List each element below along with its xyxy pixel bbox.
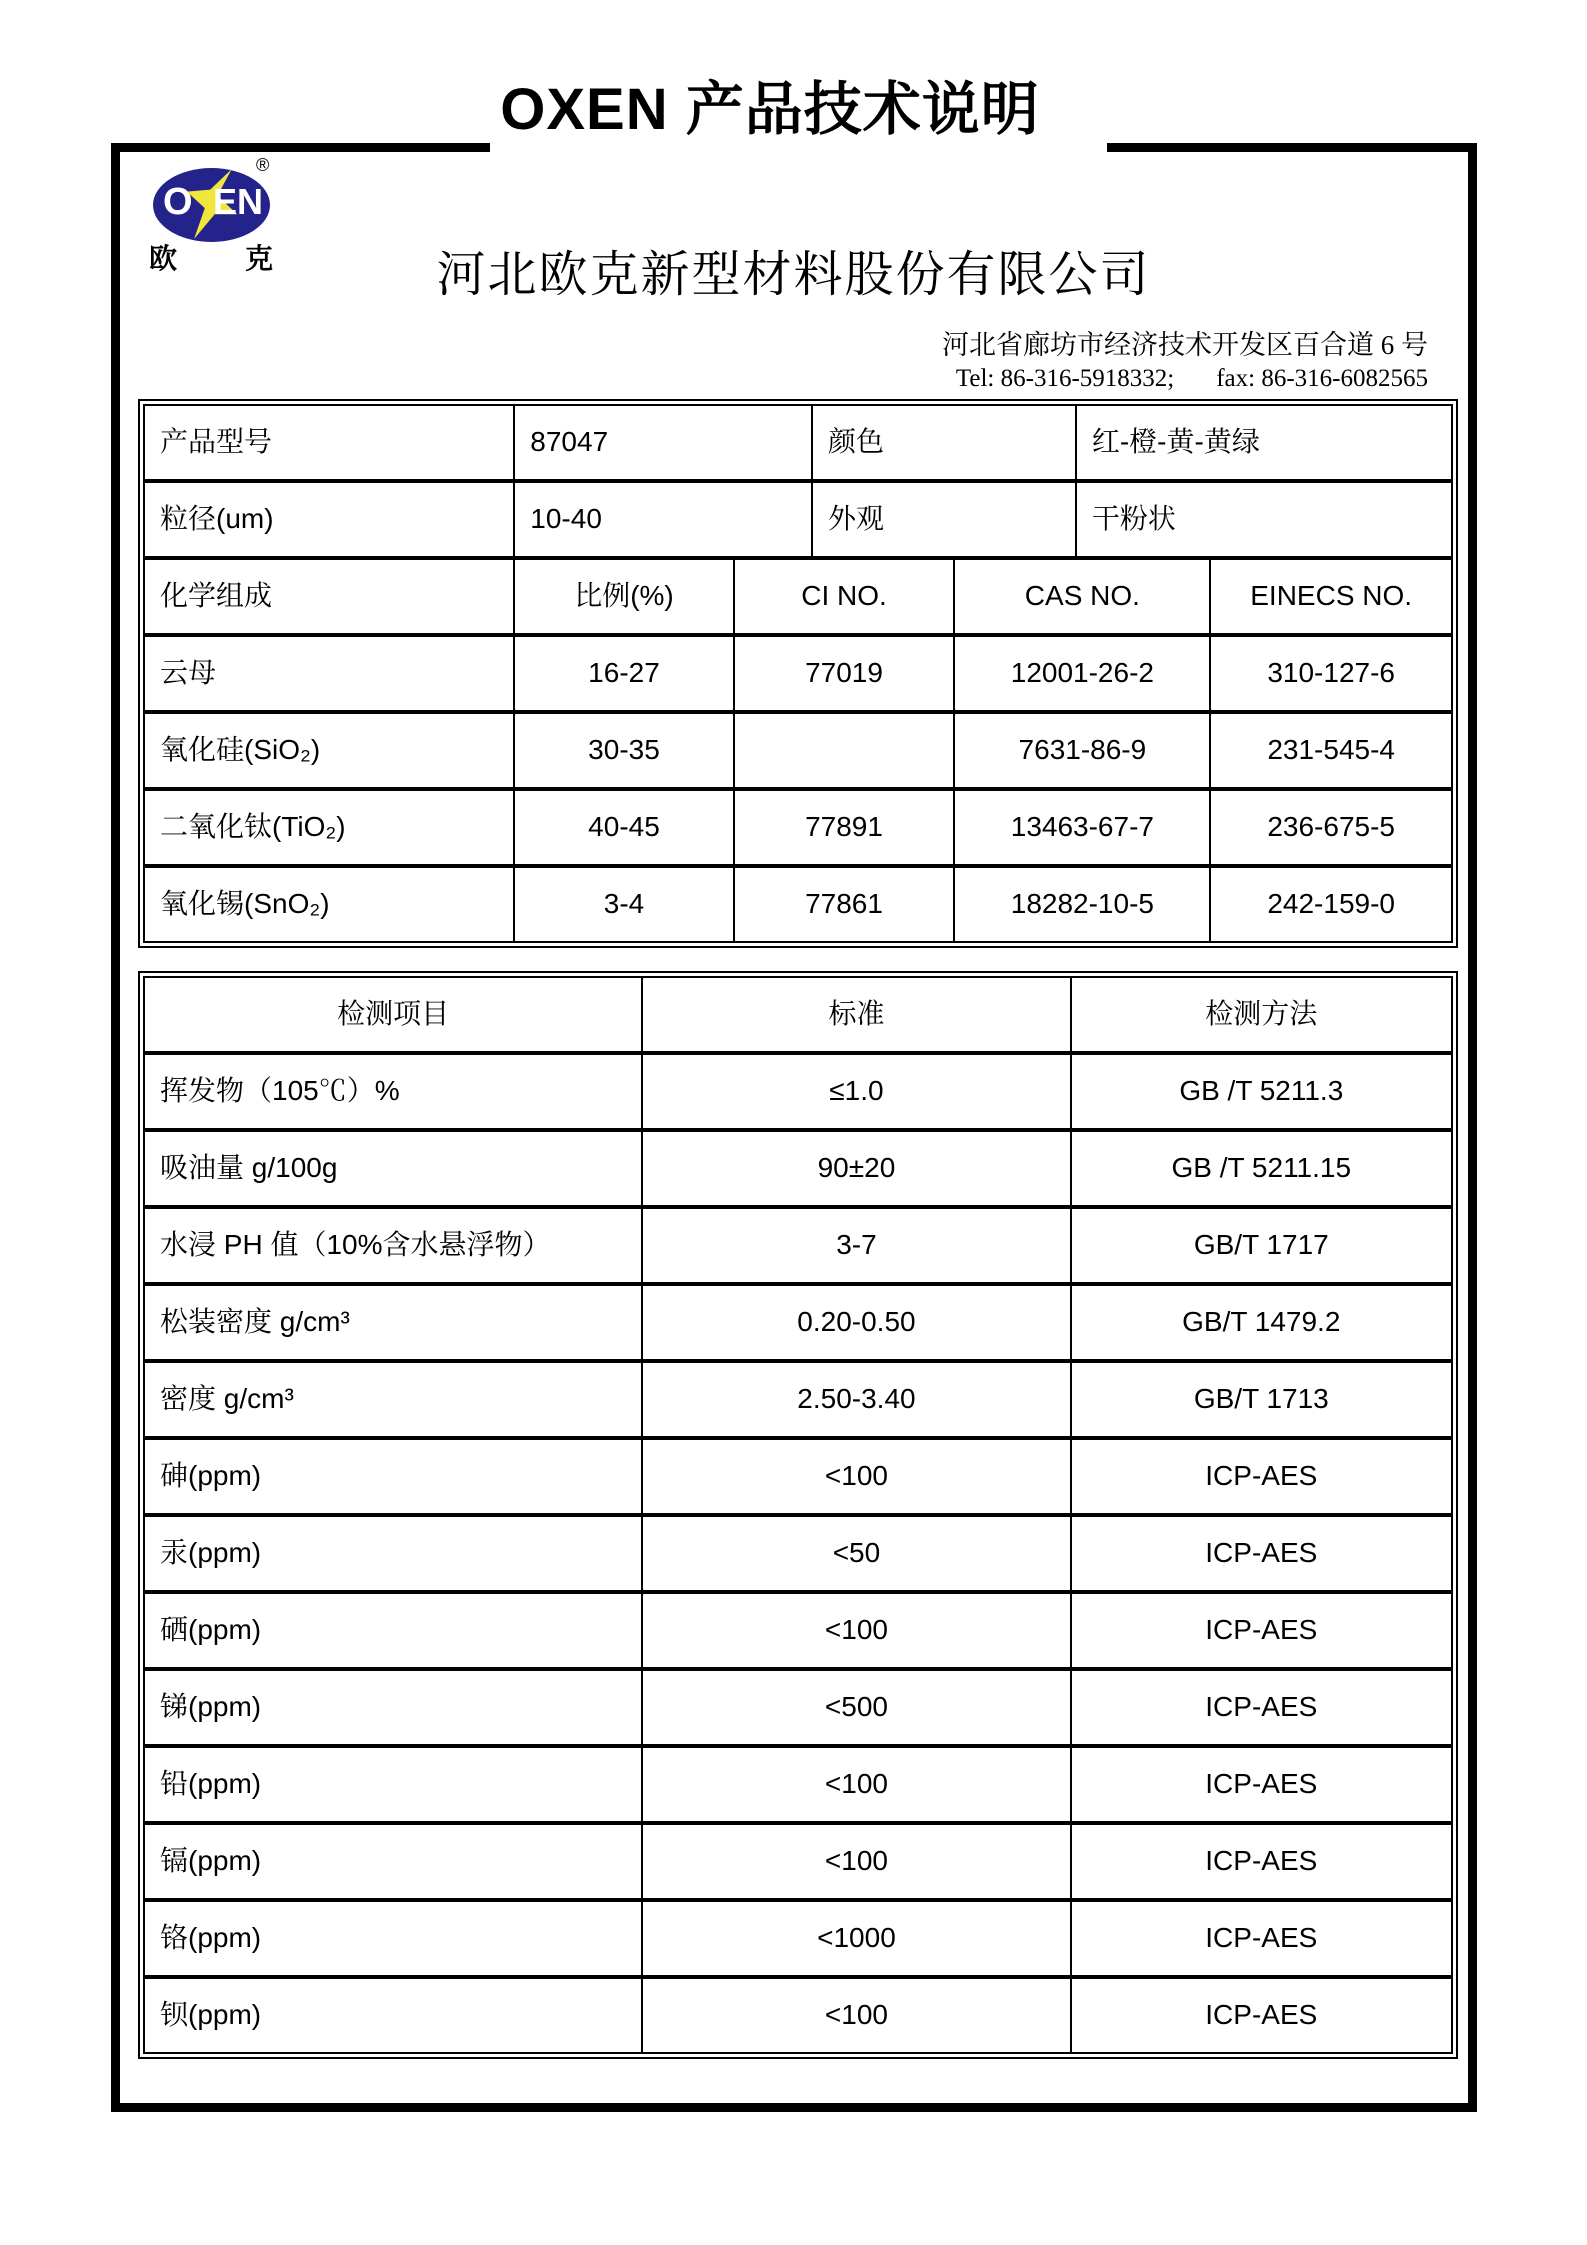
composition-header-cell: 比例(%)	[513, 560, 732, 633]
test-cell: GB /T 5211.15	[1070, 1132, 1451, 1205]
logo-letter-o: O	[163, 181, 193, 223]
registered-trademark-icon: ®	[256, 155, 270, 175]
test-cell: 镉(ppm)	[160, 1845, 262, 1877]
composition-cell: 40-45	[513, 791, 732, 864]
composition-cell: 氧化硅(SiO₂)	[160, 734, 321, 766]
test-cell: 密度 g/cm³	[160, 1383, 294, 1415]
table-row	[145, 406, 1451, 479]
company-telfax	[942, 364, 1428, 394]
test-cell: GB/T 1717	[1070, 1209, 1451, 1282]
test-cell: 汞(ppm)	[160, 1537, 262, 1569]
table-row	[145, 1590, 1451, 1667]
test-cell: 砷(ppm)	[160, 1460, 262, 1492]
test-cell: <100	[641, 1825, 1069, 1898]
product-info-cell: 干粉状	[1075, 483, 1451, 556]
test-cell: ICP-AES	[1070, 1440, 1451, 1513]
test-cell: ICP-AES	[1070, 1594, 1451, 1667]
test-header-cell: 检测方法	[1070, 978, 1451, 1051]
product-info-cell: 粒径(um)	[160, 503, 274, 535]
test-cell: ICP-AES	[1070, 1671, 1451, 1744]
test-cell: 3-7	[641, 1209, 1069, 1282]
composition-cell: 231-545-4	[1209, 714, 1451, 787]
table-row	[145, 710, 1451, 787]
composition-cell: 310-127-6	[1209, 637, 1451, 710]
table-row	[145, 787, 1451, 864]
test-cell: 铬(ppm)	[160, 1922, 262, 1954]
product-info-cell: 颜色	[811, 406, 1075, 479]
table-row	[145, 479, 1451, 556]
composition-cell: 77019	[733, 637, 954, 710]
table-row	[145, 1205, 1451, 1282]
test-cell: 硒(ppm)	[160, 1614, 262, 1646]
composition-header-cell: EINECS NO.	[1209, 560, 1451, 633]
composition-cell: 77891	[733, 791, 954, 864]
composition-cell: 7631-86-9	[953, 714, 1209, 787]
composition-cell: 30-35	[513, 714, 732, 787]
table-row	[145, 978, 1451, 1051]
product-info-cell: 产品型号	[160, 426, 273, 458]
composition-cell: 氧化锡(SnO₂)	[160, 888, 330, 920]
table-row	[145, 633, 1451, 710]
table-row	[145, 1513, 1451, 1590]
test-cell: 0.20-0.50	[641, 1286, 1069, 1359]
table-row	[145, 1898, 1451, 1975]
logo-cjk-right: 克	[244, 243, 273, 274]
test-header-cell: 检测项目	[337, 998, 450, 1030]
table-row	[145, 1051, 1451, 1128]
composition-header-cell: CAS NO.	[953, 560, 1209, 633]
company-name: 河北欧克新型材料股份有限公司	[436, 247, 1151, 302]
test-cell: <100	[641, 1748, 1069, 1821]
test-cell: <1000	[641, 1902, 1069, 1975]
test-cell: <50	[641, 1517, 1069, 1590]
test-header-cell: 标准	[641, 978, 1069, 1051]
page-title: OXEN 产品技术说明	[500, 77, 1040, 142]
table-row	[145, 1359, 1451, 1436]
company-address: 河北省廊坊市经济技术开发区百合道 6 号	[942, 330, 1428, 360]
test-cell: GB/T 1479.2	[1070, 1286, 1451, 1359]
test-cell: ICP-AES	[1070, 1825, 1451, 1898]
composition-cell: 二氧化钛(TiO₂)	[160, 811, 346, 843]
table-row	[145, 1436, 1451, 1513]
test-cell: ICP-AES	[1070, 1902, 1451, 1975]
test-cell: 铅(ppm)	[160, 1768, 262, 1800]
test-cell: 钡(ppm)	[160, 1999, 262, 2031]
test-cell: 锑(ppm)	[160, 1691, 262, 1723]
composition-cell: 242-159-0	[1209, 868, 1451, 941]
product-info-cell: 红-橙-黄-黄绿	[1075, 406, 1451, 479]
contact-block	[942, 329, 1428, 394]
test-cell: ICP-AES	[1070, 1748, 1451, 1821]
table-row	[145, 556, 1451, 633]
logo-letters-en: EN	[212, 181, 263, 222]
table-row	[145, 1821, 1451, 1898]
test-cell: <100	[641, 1440, 1069, 1513]
table-row	[145, 1975, 1451, 2052]
logo-cjk-left: 欧	[149, 243, 178, 274]
composition-cell: 13463-67-7	[953, 791, 1209, 864]
table-row	[145, 1128, 1451, 1205]
test-cell: ICP-AES	[1070, 1517, 1451, 1590]
product-info-cell: 外观	[811, 483, 1075, 556]
test-cell: ICP-AES	[1070, 1979, 1451, 2052]
test-cell: <100	[641, 1594, 1069, 1667]
oxen-logo	[153, 168, 270, 242]
test-cell: 挥发物（105℃）%	[160, 1075, 400, 1107]
test-cell: <500	[641, 1671, 1069, 1744]
composition-cell: 16-27	[513, 637, 732, 710]
composition-cell: 云母	[160, 657, 217, 689]
table-row	[145, 864, 1451, 941]
test-cell: <100	[641, 1979, 1069, 2052]
composition-cell	[733, 714, 954, 787]
table-row	[145, 1282, 1451, 1359]
company-fax: fax: 86-316-6082565	[1216, 365, 1428, 393]
table-row	[145, 1667, 1451, 1744]
composition-header-cell: 化学组成	[160, 580, 273, 612]
test-cell: ≤1.0	[641, 1055, 1069, 1128]
composition-cell: 77861	[733, 868, 954, 941]
composition-cell: 3-4	[513, 868, 732, 941]
test-cell: GB/T 1713	[1070, 1363, 1451, 1436]
test-cell: 2.50-3.40	[641, 1363, 1069, 1436]
product-spec-table	[138, 399, 1458, 948]
test-cell: 水浸 PH 值（10%含水悬浮物）	[160, 1229, 551, 1261]
composition-cell: 18282-10-5	[953, 868, 1209, 941]
test-cell: 松装密度 g/cm³	[160, 1306, 350, 1338]
test-methods-table	[138, 971, 1458, 2059]
composition-cell: 12001-26-2	[953, 637, 1209, 710]
composition-header-cell: CI NO.	[733, 560, 954, 633]
test-cell: 吸油量 g/100g	[160, 1152, 338, 1184]
company-tel: Tel: 86-316-5918332;	[955, 365, 1175, 393]
product-info-cell: 10-40	[513, 483, 811, 556]
composition-cell: 236-675-5	[1209, 791, 1451, 864]
test-cell: GB /T 5211.3	[1070, 1055, 1451, 1128]
product-info-cell: 87047	[513, 406, 811, 479]
test-cell: 90±20	[641, 1132, 1069, 1205]
table-row	[145, 1744, 1451, 1821]
